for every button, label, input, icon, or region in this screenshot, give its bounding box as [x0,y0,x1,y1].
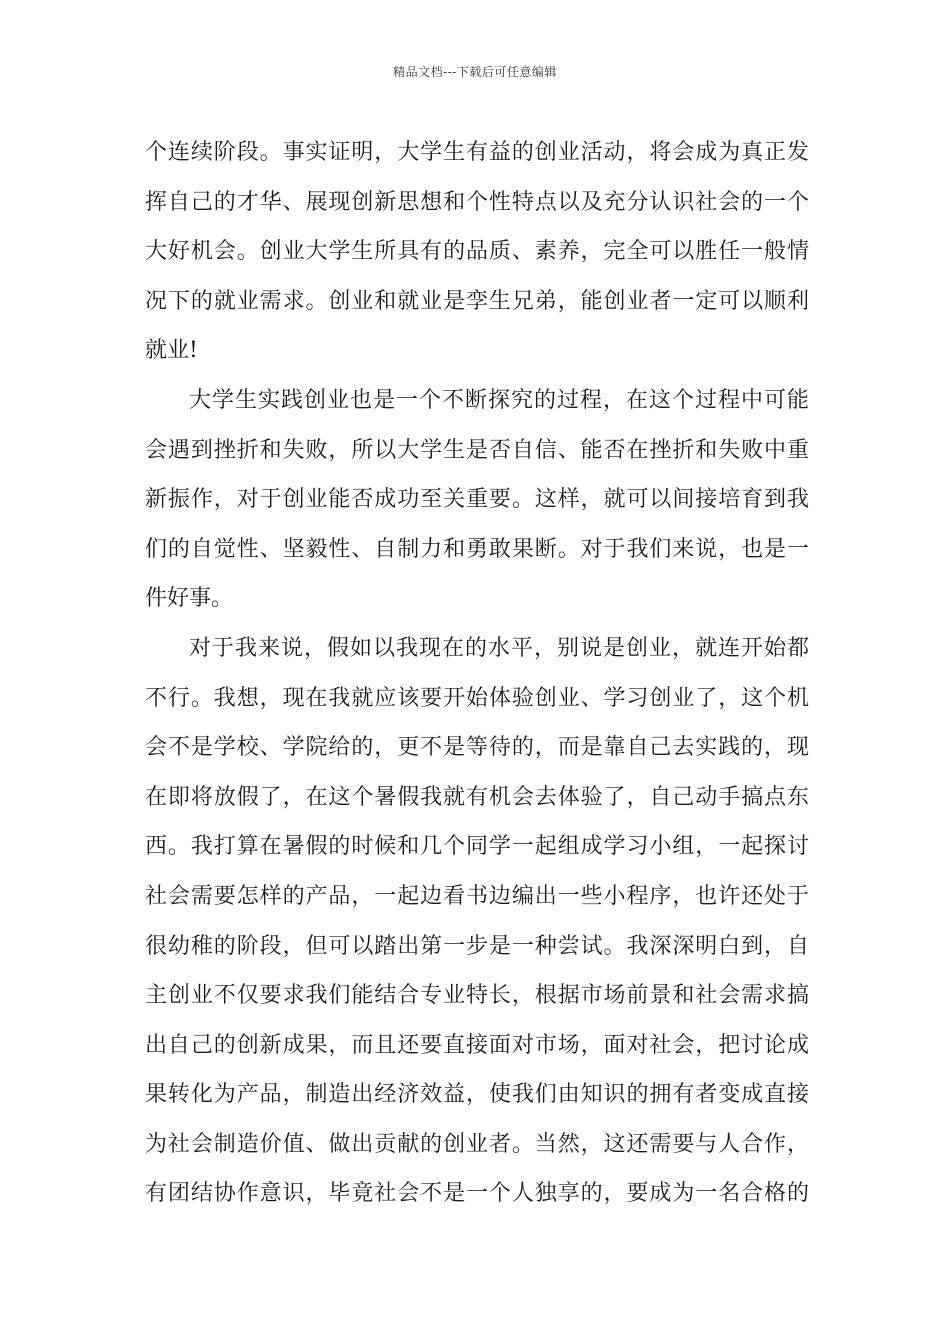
text-line: 新振作，对于创业能否成功至关重要。这样，就可以间接培育到我 [145,487,809,513]
text-line: 会遇到挫折和失败，所以大学生是否自信、能否在挫折和失败中重 [145,437,809,463]
paragraph [145,624,809,1219]
text-line: 们的自觉性、坚毅性、自制力和勇敢果断。对于我们来说，也是一 [145,536,809,562]
text-line: 对于我来说，假如以我现在的水平，别说是创业，就连开始都 [189,635,809,661]
text-line: 大好机会。创业大学生所具有的品质、素养，完全可以胜任一般情 [145,239,809,265]
text-line: 社会需要怎样的产品，一起边看书边编出一些小程序，也许还处于 [145,883,809,909]
document-body [145,128,809,1219]
text-line: 在即将放假了，在这个暑假我就有机会去体验了，自己动手搞点东 [145,784,809,810]
text-line: 况下的就业需求。创业和就业是孪生兄弟，能创业者一定可以顺利 [145,288,809,314]
text-line: 挥自己的才华、展现创新思想和个性特点以及充分认识社会的一个 [145,189,809,215]
text-line: 会不是学校、学院给的，更不是等待的，而是靠自己去实践的，现 [145,735,809,761]
paragraph [145,376,809,624]
text-line: 很幼稚的阶段，但可以踏出第一步是一种尝试。我深深明白到，自 [145,933,809,959]
text-line: 大学生实践创业也是一个不断探究的过程，在这个过程中可能 [189,387,809,413]
text-line: 不行。我想，现在我就应该要开始体验创业、学习创业了，这个机 [145,685,809,711]
text-line: 为社会制造价值、做出贡献的创业者。当然，这还需要与人合作， [145,1131,809,1157]
text-line: 主创业不仅要求我们能结合专业特长，根据市场前景和社会需求搞 [145,983,809,1009]
paragraph [145,128,809,376]
text-line: 件好事。 [145,586,234,612]
text-line: 个连续阶段。事实证明，大学生有益的创业活动，将会成为真正发 [145,140,809,165]
text-line: 有团结协作意识，毕竟社会不是一个人独享的，要成为一名合格的 [145,1181,809,1207]
text-line: 果转化为产品，制造出经济效益，使我们由知识的拥有者变成直接 [145,1082,809,1108]
text-line: 出自己的创新成果，而且还要直接面对市场，面对社会，把讨论成 [145,1032,809,1058]
page-header: 精品文档---下载后可任意编辑 [393,65,557,79]
text-line: 就业! [145,338,198,364]
text-line: 西。我打算在暑假的时候和几个同学一起组成学习小组，一起探讨 [145,834,809,860]
